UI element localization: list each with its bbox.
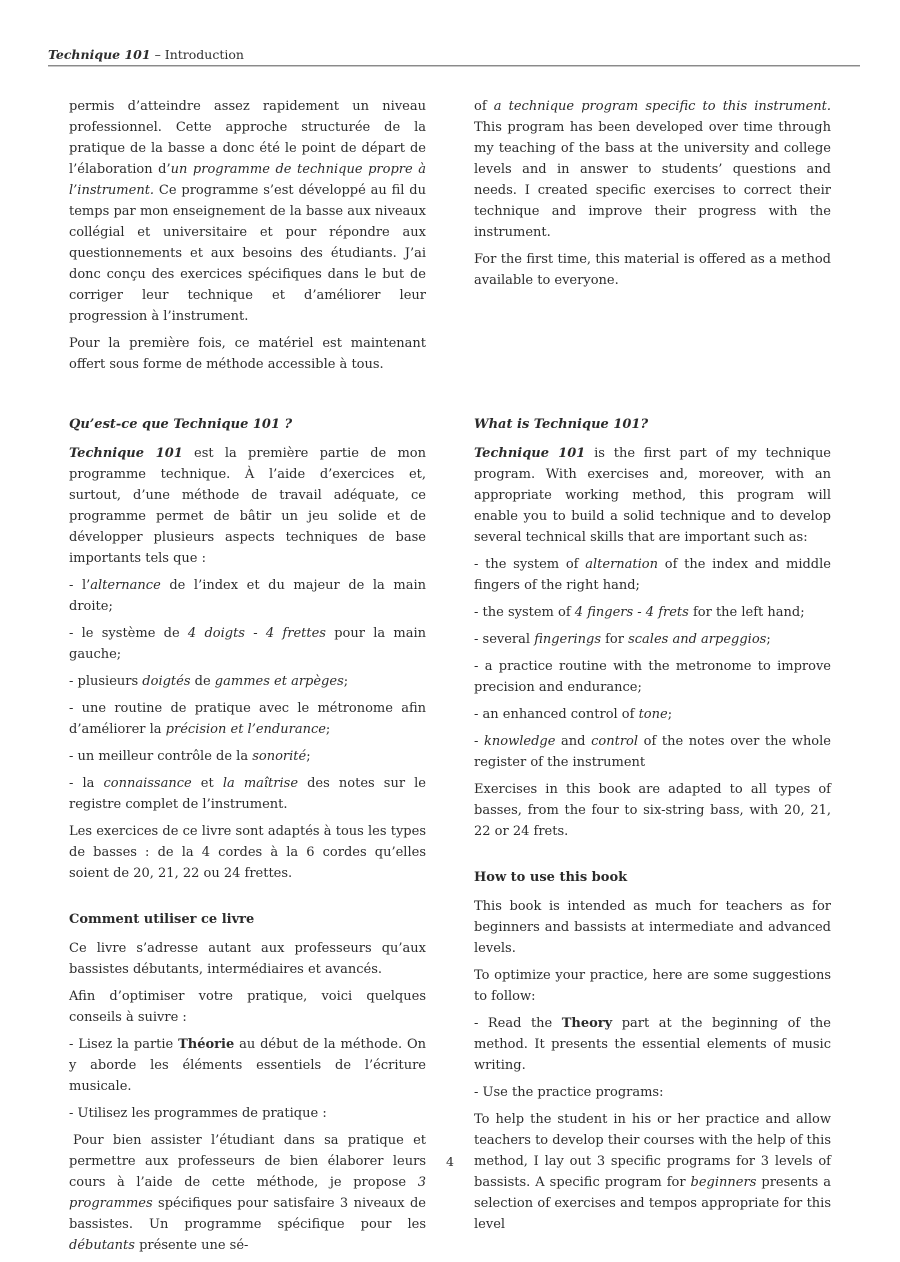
en-how-programs: - Use the practice programs:	[474, 1085, 664, 1100]
en-what-paragraph: Technique 101 is the first part of my technique program. With exercises and, moreover, with an appropriate working method, this program will enable you to build a solid technique and to develop several technical skills that are important such as:	[474, 446, 832, 545]
fr-bullet-connaissance: - la connaissance et la maîtrise des notes sur le registre complet de l’instrument.	[69, 776, 426, 812]
en-bullet-tone: - an enhanced control of tone;	[474, 707, 673, 722]
en-how-theory: - Read the Theory part at the beginning of the method. It presents the essential elements of music writing.	[474, 1016, 831, 1073]
fr-bullet-doigtes: - plusieurs doigtés de gammes et arpèges;	[69, 674, 349, 689]
en-intro-paragraph: of a technique program specific to this instrument. This program has been developed over time through my teaching of the bass at the university and college levels and in answer to students’ questions and needs. I created specific exercises to correct their technique and improve their progress with the instrument.	[474, 99, 831, 240]
fr-intro-paragraph: permis d’atteindre assez rapidement un niveau professionnel. Cette approche structurée de la pratique de la basse a donc été le point de départ de l’élaboration d’un programme de technique propre à l’instrument. Ce programme s’est développé au fil du temps par mon enseignement de la basse aux niveaux collégial et universitaire et pour répondre aux questionnements et aux besoins des étudiants. J’ai donc conçu des exercices spécifiques dans le but de corriger leur technique et d’améliorer leur progression à l’instrument.	[69, 99, 426, 324]
fr-exercises-paragraph: Les exercices de ce livre sont adaptés à tous les types de basses : de la 4 cordes à la 6 cordes qu’elles soient de 20, 21, 22 ou 24 frettes.	[69, 824, 426, 881]
en-bullet-4-fingers: - the system of 4 fingers - 4 frets for the left hand;	[474, 605, 805, 620]
fr-how-paragraph-2: Afin d’optimiser votre pratique, voici quelques conseils à suivre :	[69, 989, 426, 1025]
fr-how-theory: - Lisez la partie Théorie au début de la méthode. On y aborde les éléments essentiels de l’écriture musicale.	[69, 1037, 426, 1094]
en-bullet-metronome: - a practice routine with the metronome to improve precision and endurance;	[474, 659, 831, 695]
en-how-programs-detail: To help the student in his or her practice and allow teachers to develop their courses with the help of this method, I lay out 3 specific programs for 3 levels of bassists. A specific program for beginners presents a selection of exercises and tempos appropriate for this level	[474, 1112, 831, 1232]
fr-availability-paragraph: Pour la première fois, ce matériel est maintenant offert sous forme de méthode accessible à tous.	[69, 336, 426, 372]
fr-what-paragraph: Technique 101 est la première partie de mon programme technique. À l’aide d’exercices et, surtout, d’une méthode de travail adéquate, ce programme permet de bâtir un jeu solide et de développer plusieurs aspects techniques de base importants tels que :	[69, 446, 427, 566]
en-heading-how-to-use: How to use this book	[474, 870, 628, 885]
en-how-paragraph-2: To optimize your practice, here are some suggestions to follow:	[474, 968, 831, 1004]
header-section: Introduction	[164, 47, 244, 62]
header-book-title: Technique 101	[48, 47, 151, 62]
en-bullet-fingerings: - several fingerings for scales and arpeggios;	[474, 632, 771, 647]
header-rule	[48, 65, 860, 67]
fr-heading-what-is: Qu’est-ce que Technique 101 ?	[69, 417, 293, 432]
french-column	[69, 96, 426, 1262]
en-bullet-alternation: - the system of alternation of the index and middle fingers of the right hand;	[474, 557, 831, 593]
en-heading-what-is: What is Technique 101?	[474, 417, 649, 432]
en-exercises-paragraph: Exercises in this book are adapted to all types of basses, from the four to six-string bass, with 20, 21, 22 or 24 frets.	[474, 782, 831, 839]
fr-bullet-alternance: - l’alternance de l’index et du majeur de la main droite;	[69, 578, 426, 614]
en-bullet-knowledge: - knowledge and control of the notes over the whole register of the instrument	[474, 734, 831, 770]
en-availability-paragraph: For the first time, this material is offered as a method available to everyone.	[474, 252, 831, 288]
fr-how-programs-detail: Pour bien assister l’étudiant dans sa pratique et permettre aux professeurs de bien élaborer leurs cours à l’aide de cette méthode, je propose 3 programmes spécifiques pour satisfaire 3 niveaux de bassistes. Un programme spécifique pour les débutants présente une sé-	[69, 1133, 426, 1253]
header-separator: –	[150, 47, 165, 62]
en-how-paragraph-1: This book is intended as much for teachers as for beginners and bassists at intermediate and advanced levels.	[474, 899, 831, 956]
fr-how-paragraph-1: Ce livre s’adresse autant aux professeurs qu’aux bassistes débutants, intermédiaires et avancés.	[69, 941, 426, 977]
page-number: 4	[446, 1154, 454, 1169]
fr-how-programs: - Utilisez les programmes de pratique :	[69, 1106, 327, 1121]
fr-heading-how-to-use: Comment utiliser ce livre	[69, 912, 255, 927]
fr-bullet-sonorite: - un meilleur contrôle de la sonorité;	[69, 749, 311, 764]
fr-bullet-metronome: - une routine de pratique avec le métronome afin d’améliorer la précision et l’endurance;	[69, 701, 426, 737]
fr-bullet-4-doigts: - le système de 4 doigts - 4 frettes pour la main gauche;	[69, 626, 426, 662]
english-column	[474, 96, 831, 1241]
running-header	[48, 46, 860, 64]
